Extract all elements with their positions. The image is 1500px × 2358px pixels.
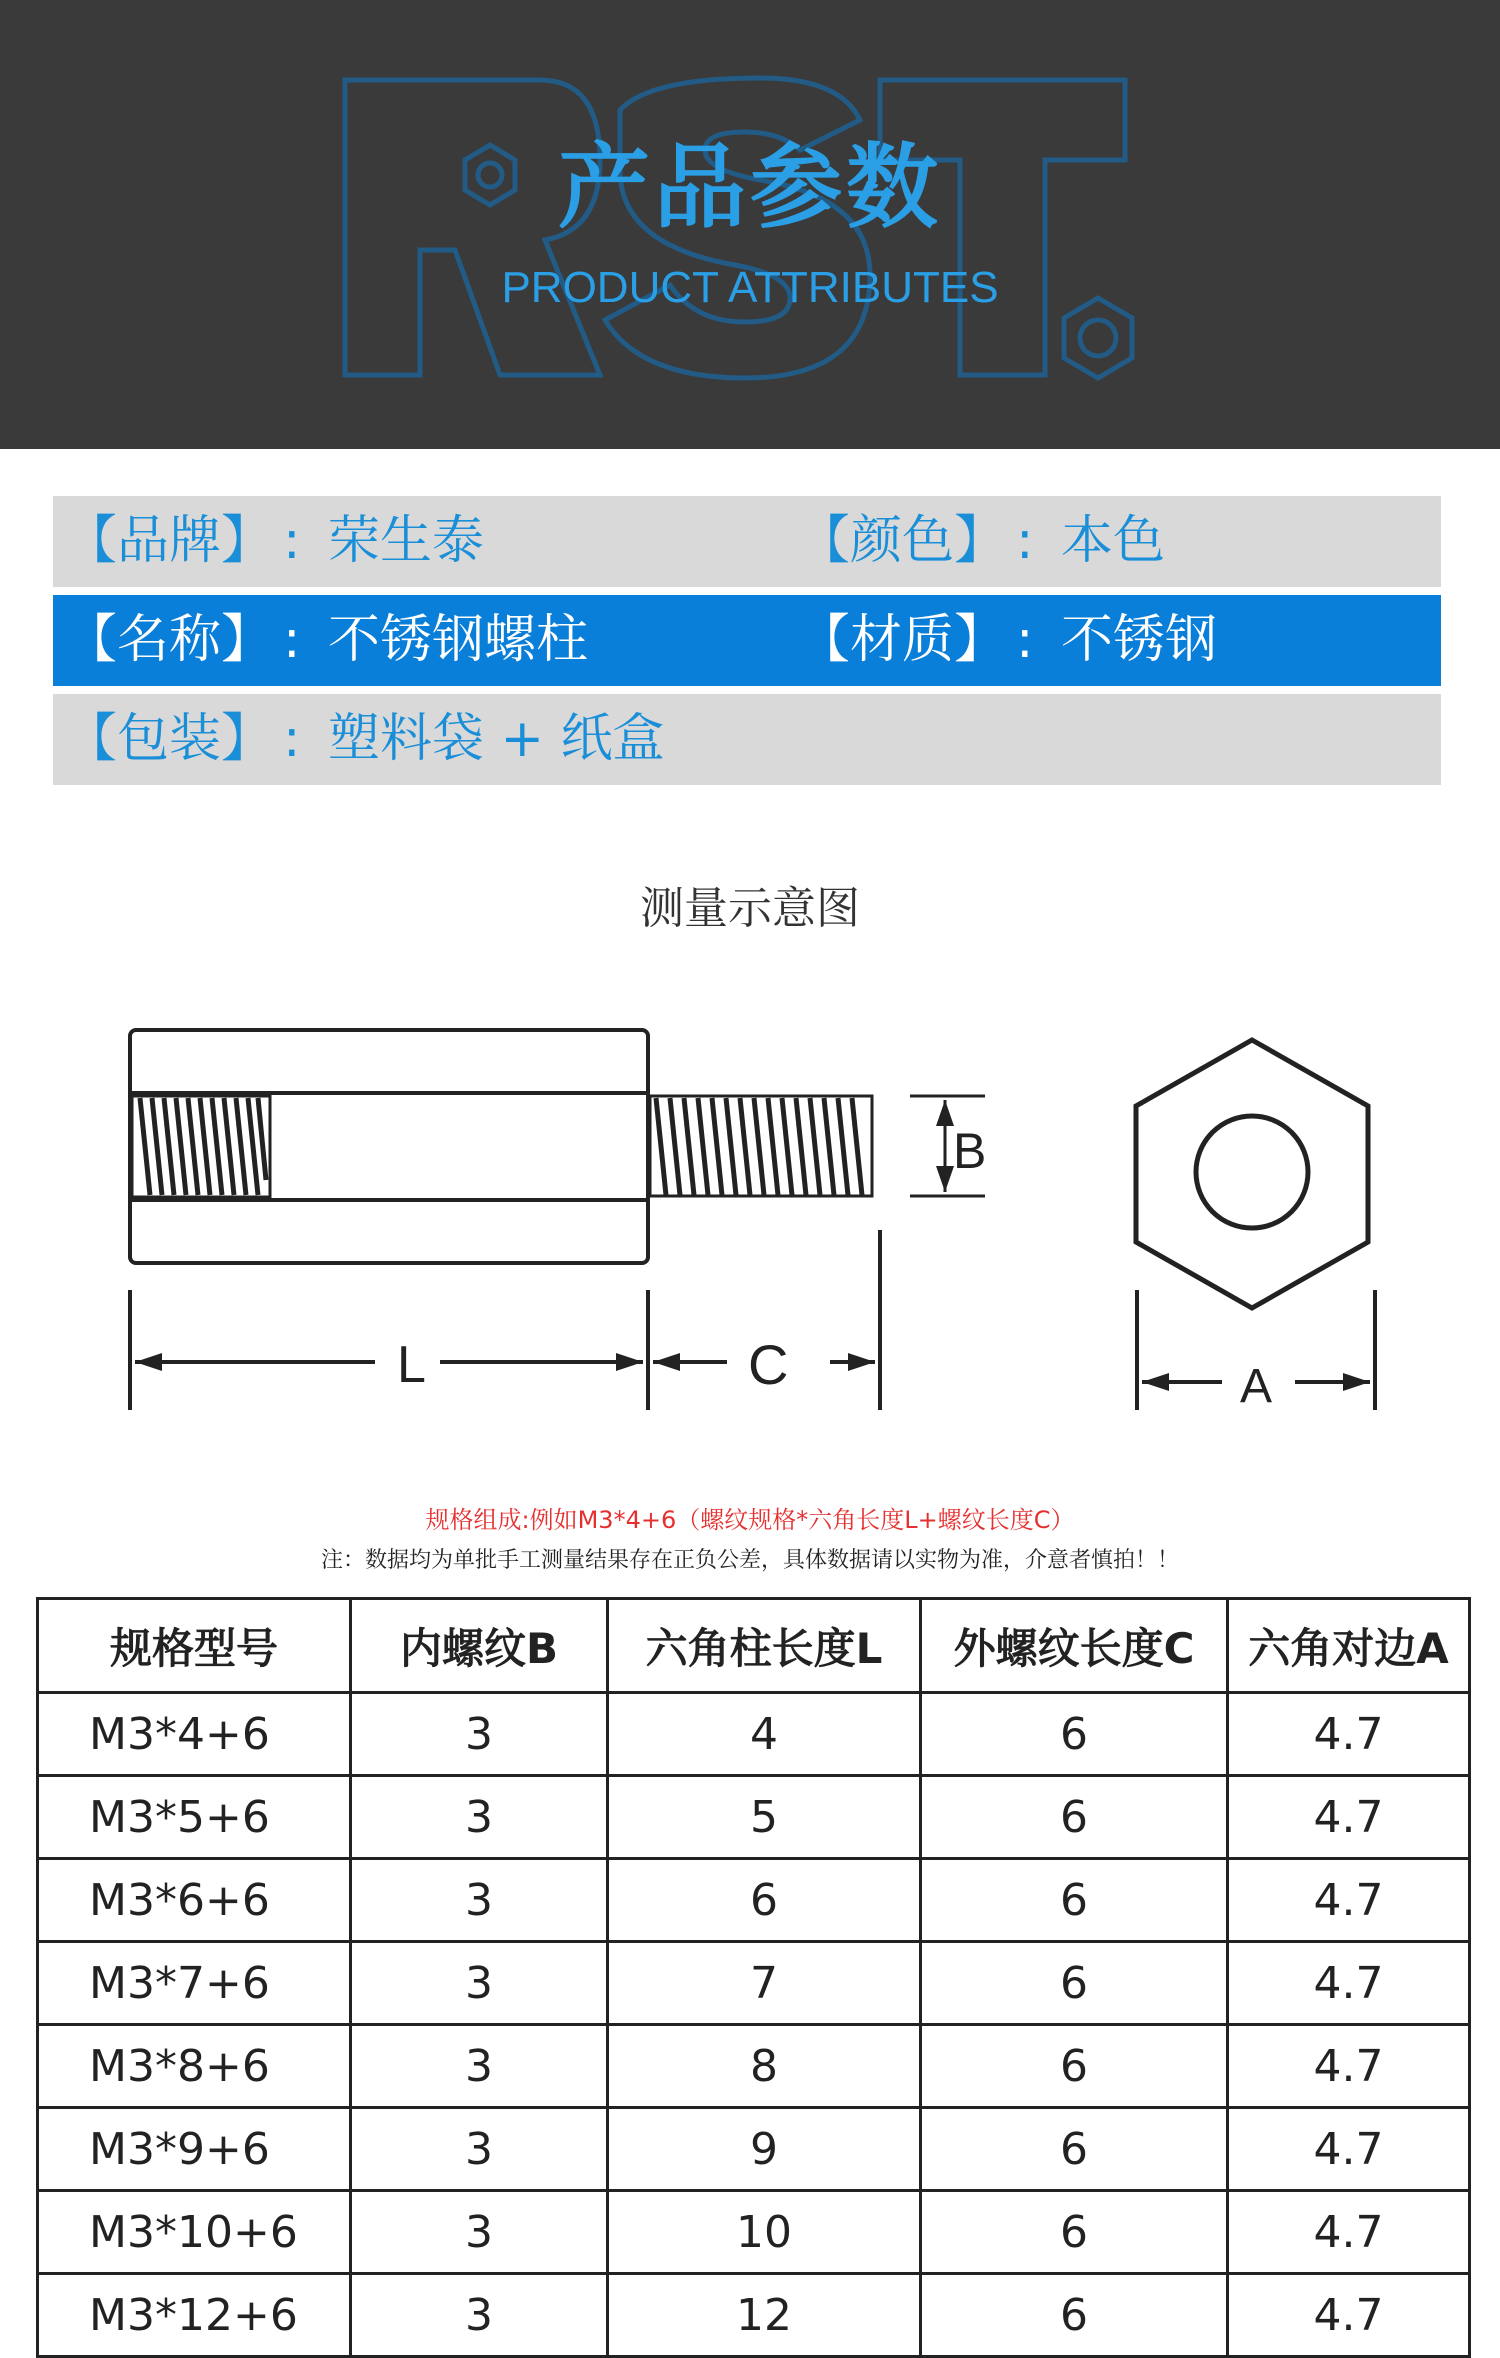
cell-model: M3*7+6 bbox=[38, 1942, 351, 2025]
attr-value-material: 不锈钢 bbox=[1061, 610, 1218, 670]
label-c: C bbox=[748, 1333, 789, 1396]
attr-row-packaging bbox=[53, 694, 1441, 785]
table-row bbox=[38, 2025, 1470, 2108]
attr-value-packaging: 塑料袋 + 纸盒 bbox=[328, 709, 665, 769]
cell-b: 3 bbox=[351, 1776, 608, 1859]
cell-model: M3*4+6 bbox=[38, 1693, 351, 1776]
diagram-title: 测量示意图 bbox=[640, 883, 860, 934]
cell-l: 5 bbox=[608, 1776, 921, 1859]
attr-separator: : bbox=[283, 610, 301, 670]
cell-c: 6 bbox=[921, 1776, 1228, 1859]
attr-separator: : bbox=[283, 511, 301, 571]
cell-c: 6 bbox=[921, 2191, 1228, 2274]
header-title: 产品参数 bbox=[557, 134, 942, 241]
cell-a: 4.7 bbox=[1228, 2274, 1470, 2357]
attr-key-color: 【颜色】 bbox=[798, 511, 1007, 571]
table-header-row bbox=[38, 1599, 1470, 1693]
cell-a: 4.7 bbox=[1228, 2191, 1470, 2274]
measurement-diagram bbox=[0, 990, 1500, 1450]
spec-table bbox=[36, 1597, 1471, 2358]
cell-model: M3*12+6 bbox=[38, 2274, 351, 2357]
cell-a: 4.7 bbox=[1228, 1693, 1470, 1776]
cell-l: 9 bbox=[608, 2108, 921, 2191]
attr-value-color: 本色 bbox=[1061, 511, 1166, 571]
cell-b: 3 bbox=[351, 1859, 608, 1942]
spec-format-note: 规格组成:例如M3*4+6（螺纹规格*六角长度L+螺纹长度C） bbox=[425, 1506, 1075, 1534]
product-attributes bbox=[53, 496, 1441, 793]
cell-c: 6 bbox=[921, 1859, 1228, 1942]
attr-key-material: 【材质】 bbox=[798, 610, 1007, 670]
col-header-hex-across-a: 六角对边A bbox=[1228, 1599, 1470, 1693]
attr-key-brand: 【品牌】 bbox=[65, 511, 274, 571]
table-row bbox=[38, 1776, 1470, 1859]
header-subtitle: PRODUCT ATTRIBUTES bbox=[501, 263, 999, 312]
hex-hole bbox=[1196, 1116, 1308, 1228]
label-a: A bbox=[1240, 1360, 1273, 1413]
table-row bbox=[38, 2274, 1470, 2357]
cell-a: 4.7 bbox=[1228, 1859, 1470, 1942]
arrow-c-right bbox=[848, 1353, 875, 1371]
cell-a: 4.7 bbox=[1228, 1776, 1470, 1859]
cell-b: 3 bbox=[351, 2274, 608, 2357]
cell-c: 6 bbox=[921, 1693, 1228, 1776]
attr-separator: : bbox=[283, 709, 301, 769]
cell-l: 10 bbox=[608, 2191, 921, 2274]
label-l: L bbox=[397, 1336, 426, 1394]
cell-a: 4.7 bbox=[1228, 1942, 1470, 2025]
arrow-b-top bbox=[936, 1100, 954, 1126]
label-b: B bbox=[953, 1123, 987, 1179]
attr-key-name: 【名称】 bbox=[65, 610, 274, 670]
cell-l: 7 bbox=[608, 1942, 921, 2025]
attr-separator: : bbox=[1016, 610, 1034, 670]
arrow-b-bottom bbox=[936, 1166, 954, 1192]
hex-end-view bbox=[1136, 1040, 1368, 1308]
attr-key-packaging: 【包装】 bbox=[65, 709, 274, 769]
cell-l: 12 bbox=[608, 2274, 921, 2357]
attr-value-name: 不锈钢螺柱 bbox=[328, 610, 589, 670]
attr-value-brand: 荣生泰 bbox=[328, 511, 485, 571]
cell-b: 3 bbox=[351, 2191, 608, 2274]
col-header-inner-thread-b: 内螺纹B bbox=[351, 1599, 608, 1693]
table-row bbox=[38, 1942, 1470, 2025]
cell-model: M3*8+6 bbox=[38, 2025, 351, 2108]
cell-c: 6 bbox=[921, 2108, 1228, 2191]
cell-a: 4.7 bbox=[1228, 2108, 1470, 2191]
cell-model: M3*9+6 bbox=[38, 2108, 351, 2191]
cell-c: 6 bbox=[921, 2274, 1228, 2357]
table-row bbox=[38, 1859, 1470, 1942]
attr-separator: : bbox=[1016, 511, 1034, 571]
cell-model: M3*5+6 bbox=[38, 1776, 351, 1859]
cell-l: 8 bbox=[608, 2025, 921, 2108]
cell-a: 4.7 bbox=[1228, 2025, 1470, 2108]
cell-l: 4 bbox=[608, 1693, 921, 1776]
col-header-hex-length-l: 六角柱长度L bbox=[608, 1599, 921, 1693]
col-header-outer-thread-c: 外螺纹长度C bbox=[921, 1599, 1228, 1693]
arrow-a-left bbox=[1142, 1373, 1169, 1391]
table-row bbox=[38, 2191, 1470, 2274]
cell-b: 3 bbox=[351, 1693, 608, 1776]
cell-c: 6 bbox=[921, 2025, 1228, 2108]
arrow-l-left bbox=[135, 1353, 162, 1371]
arrow-a-right bbox=[1343, 1373, 1370, 1391]
attr-row-name bbox=[53, 595, 1441, 686]
col-header-model: 规格型号 bbox=[38, 1599, 351, 1693]
table-row bbox=[38, 2108, 1470, 2191]
arrow-c-left bbox=[653, 1353, 680, 1371]
disclaimer-note: 注：数据均为单批手工测量结果存在正负公差，具体数据请以实物为准，介意者慎拍！！ bbox=[320, 1548, 1179, 1573]
cell-c: 6 bbox=[921, 1942, 1228, 2025]
cell-b: 3 bbox=[351, 1942, 608, 2025]
cell-b: 3 bbox=[351, 2108, 608, 2191]
arrow-l-right bbox=[616, 1353, 643, 1371]
cell-model: M3*10+6 bbox=[38, 2191, 351, 2274]
attr-row-brand bbox=[53, 496, 1441, 587]
cell-l: 6 bbox=[608, 1859, 921, 1942]
table-row bbox=[38, 1693, 1470, 1776]
cell-b: 3 bbox=[351, 2025, 608, 2108]
header-banner bbox=[0, 0, 1500, 449]
cell-model: M3*6+6 bbox=[38, 1859, 351, 1942]
